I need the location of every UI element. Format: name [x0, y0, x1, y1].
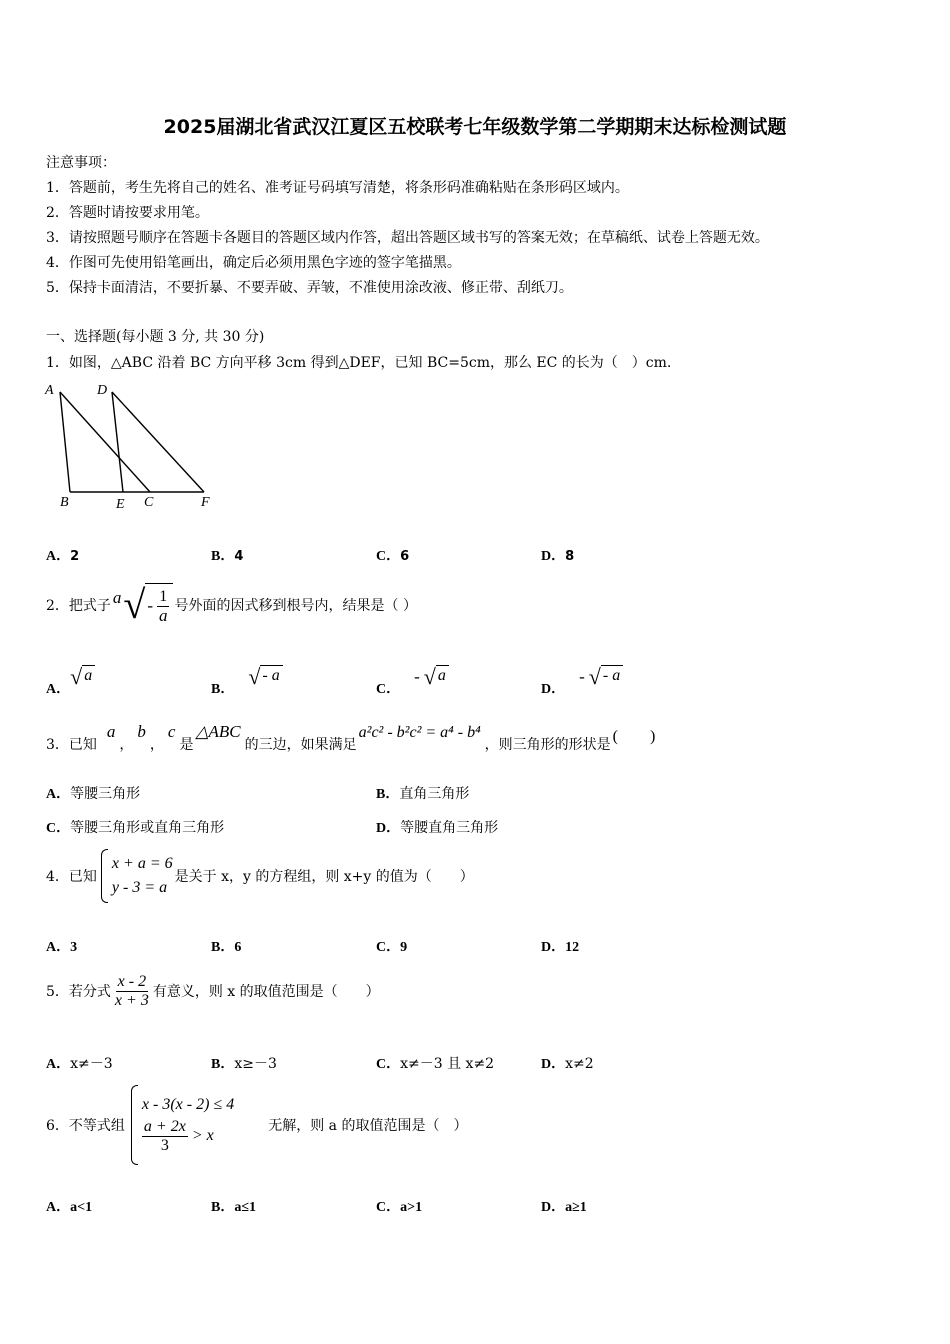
- page-title: 2025届湖北省武汉江夏区五校联考七年级数学第二学期期末达标检测试题: [163, 116, 787, 138]
- option-6b[interactable]: B．a≤1: [211, 1200, 257, 1215]
- question-4-text: 4．已知 x + a = 6 y - 3 = a 是关于 x，y 的方程组，则 x+y 的值为（ ）: [46, 848, 474, 904]
- section-heading: 一、选择题(每小题 3 分, 共 30 分): [46, 329, 265, 345]
- option-1c[interactable]: C．6: [376, 549, 410, 564]
- option-4b[interactable]: B．6: [211, 940, 242, 955]
- option-5a[interactable]: A．x≠－3: [46, 1056, 113, 1072]
- option-3b[interactable]: B．直角三角形: [376, 786, 470, 802]
- option-1d[interactable]: D．8: [541, 549, 575, 564]
- figure-label-c: C: [144, 495, 154, 510]
- figure-label-f: F: [201, 495, 210, 510]
- option-5b[interactable]: B．x≥－3: [211, 1056, 277, 1072]
- notice-heading: 注意事项：: [46, 155, 116, 171]
- option-4a[interactable]: A．3: [46, 940, 78, 955]
- option-3a[interactable]: A．等腰三角形: [46, 786, 141, 802]
- question-2-radical: √ - $\frac{1}{a}$: [123, 583, 172, 627]
- question-4-system: x + a = 6 y - 3 = a: [101, 849, 173, 903]
- question-1-figure: [40, 378, 225, 513]
- notice-item-2: 2．答题时请按要求用笔。: [46, 205, 209, 221]
- question-1-text: 1．如图，△ABC 沿着 BC 方向平移 3cm 得到△DEF，已知 BC=5cm，那么 EC 的长为（ ）cm.: [46, 355, 672, 371]
- question-5-fraction: $\frac{x - 2}{x + 3}$: [114, 972, 149, 1009]
- question-5-text: 5．若分式 $\frac{x - 2}{x + 3}$ 有意义，则 x 的取值范围是（ ）: [46, 972, 380, 1009]
- figure-label-e: E: [116, 497, 125, 512]
- option-1a[interactable]: A．2: [46, 549, 80, 564]
- notice-item-3: 3．请按照题号顺序在答题卡各题目的答题区域内作答，超出答题区域书写的答案无效；在草稿纸、试卷上答题无效。: [46, 230, 769, 246]
- figure-label-d: D: [97, 383, 108, 398]
- option-6c[interactable]: C．a>1: [376, 1200, 423, 1215]
- option-1b[interactable]: B．4: [211, 549, 244, 564]
- question-6-text: 6．不等式组 x - 3(x - 2) ≤ 4 $\frac{a + 2x}{3}$ > x 无解，则 a 的取值范围是（ ）: [46, 1084, 467, 1166]
- option-6a[interactable]: A．a<1: [46, 1200, 93, 1215]
- notice-item-4: 4．作图可先使用铅笔画出，确定后必须用黑色字迹的签字笔描黑。: [46, 255, 461, 271]
- option-3c[interactable]: C．等腰三角形或直角三角形: [46, 820, 225, 836]
- option-2d[interactable]: D． - √ - a: [541, 664, 623, 698]
- figure-label-b: B: [60, 495, 69, 510]
- question-6-system: x - 3(x - 2) ≤ 4 $\frac{a + 2x}{3}$ > x: [131, 1085, 234, 1165]
- option-2a[interactable]: A． √ a: [46, 664, 95, 698]
- option-5d[interactable]: D．x≠2: [541, 1056, 594, 1072]
- question-3-text: 3．已知 a ， b ， c 是 △ABC 的三边，如果满足 a²c² - b²c² = a⁴ - b⁴ ，则三角形的形状是 ( ): [46, 722, 656, 753]
- option-4d[interactable]: D．12: [541, 940, 580, 955]
- notice-item-1: 1．答题前，考生先将自己的姓名、准考证号码填写清楚，将条形码准确粘贴在条形码区域内。: [46, 180, 629, 196]
- option-2c[interactable]: C． - √ a: [376, 664, 449, 698]
- option-5c[interactable]: C．x≠－3 且 x≠2: [376, 1056, 495, 1072]
- option-6d[interactable]: D．a≥1: [541, 1200, 587, 1215]
- option-3d[interactable]: D．等腰直角三角形: [376, 820, 499, 836]
- option-2b[interactable]: B． √ - a: [211, 664, 283, 698]
- figure-label-a: A: [45, 383, 54, 398]
- option-4c[interactable]: C．9: [376, 940, 408, 955]
- question-2-text: 2．把式子 a √ - $\frac{1}{a}$ 号外面的因式移到根号内，结果是（ ）: [46, 582, 417, 627]
- notice-item-5: 5．保持卡面清洁，不要折暴、不要弄破、弄皱，不准使用涂改液、修正带、刮纸刀。: [46, 280, 573, 296]
